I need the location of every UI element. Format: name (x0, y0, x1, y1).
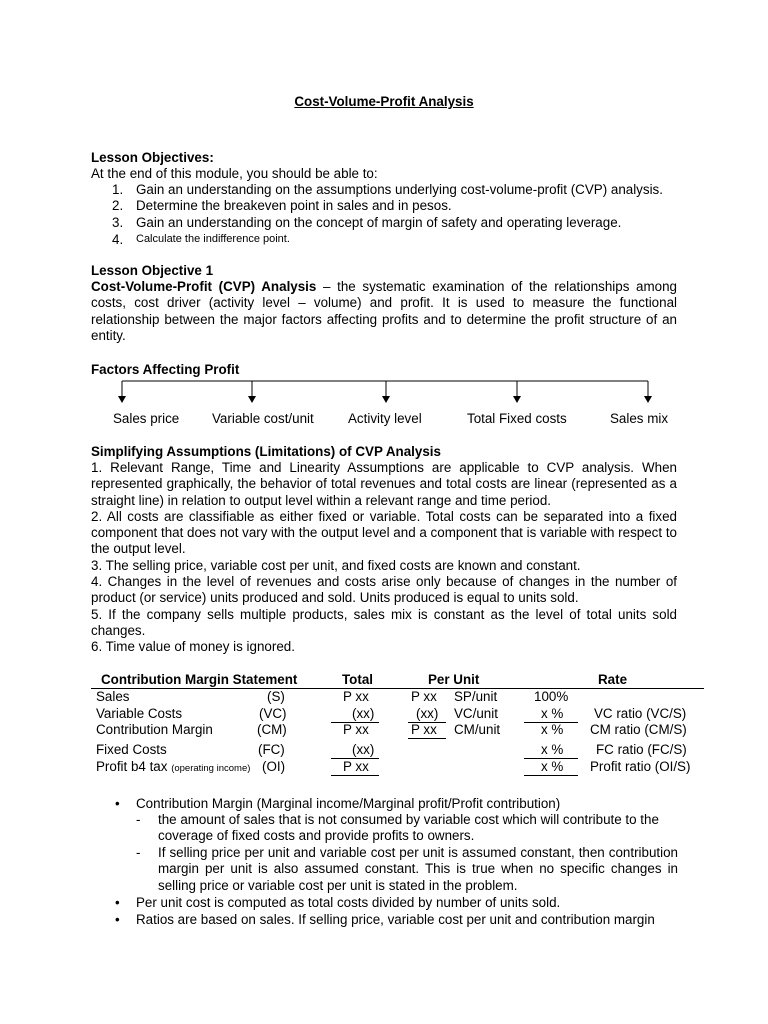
objective-item (112, 232, 290, 247)
profit-label: Profit b4 tax (96, 759, 168, 774)
arrow-down-icon (644, 381, 652, 403)
rate-double-rule (524, 775, 578, 776)
assumptions-heading: Simplifying Assumptions (Limitations) of CVP Analysis (91, 444, 441, 459)
objective1-heading: Lesson Objective 1 (91, 263, 214, 278)
header-rule (91, 688, 704, 689)
assumption-item: 3. The selling price, variable cost per unit, and fixed costs are known and constant. (91, 557, 581, 573)
arrow-down-icon (382, 381, 390, 403)
row-rate: x % (541, 722, 564, 737)
objective-number: 1. (112, 182, 124, 197)
row-total: P xx (343, 759, 369, 774)
total-double-rule (331, 775, 379, 776)
assumptions-list (91, 460, 677, 656)
row-per-unit-value: (xx) (416, 706, 439, 721)
dash-icon: - (136, 845, 141, 860)
row-abbr: (OI) (262, 759, 286, 774)
row-rate: 100% (534, 689, 569, 704)
row-abbr: (S) (267, 689, 285, 704)
objective-text: Calculate the indifference point. (136, 233, 290, 245)
objective-number: 4. (112, 232, 124, 247)
total-header: Total (342, 672, 373, 687)
page-title: Cost-Volume-Profit Analysis (294, 94, 474, 109)
operating-income-note: (operating income) (171, 763, 251, 774)
cm-sub2-text: If selling price per unit and variable cost per unit is assumed constant, then contribution margin per unit is also assumed constant. This is true when no specific changes in selling price or variable cost per unit is stated in the problem. (158, 845, 678, 893)
objective-number: 3. (112, 215, 124, 230)
row-per-unit-name: VC/unit (454, 706, 498, 721)
assumption-item: 4. Changes in the level of revenues and costs arise only because of changes in the number of product (or service) units produced and sold. Units produced is equal to units sold. (91, 574, 677, 606)
cvp-definition (91, 279, 677, 344)
cm-statement-header: Contribution Margin Statement (101, 672, 298, 687)
row-total: (xx) (352, 742, 375, 757)
arrow-down-icon (513, 381, 521, 403)
row-label-profit (96, 759, 250, 774)
dash-icon: - (136, 812, 141, 827)
objectives-intro: At the end of this module, you should be able to: (91, 166, 378, 181)
assumption-item: 5. If the company sells multiple products, sales mix is constant as the level of total units sold changes. (91, 606, 677, 638)
objective-text: Gain an understanding on the assumptions underlying cost-volume-profit (CVP) analysis. (136, 182, 663, 197)
row-per-unit-name: SP/unit (454, 689, 498, 704)
row-abbr: (FC) (258, 742, 285, 757)
row-abbr: (VC) (259, 706, 287, 721)
row-label-fixed-costs: Fixed Costs (96, 742, 167, 757)
bullet-icon: • (115, 912, 120, 927)
rate-header: Rate (598, 672, 628, 687)
row-rate: x % (541, 706, 564, 721)
row-per-unit-value: P xx (411, 689, 437, 704)
cm-sub1-text: the amount of sales that is not consumed by variable cost which will contribute to the coverage of fixed costs and provide profits to owners. (158, 812, 659, 844)
bullet-icon: • (115, 895, 120, 910)
cvp-term: Cost-Volume-Profit (CVP) Analysis (91, 279, 317, 294)
row-total: P xx (343, 689, 369, 704)
factor-activity-level: Activity level (348, 411, 422, 426)
objective-number: 2. (112, 198, 124, 213)
per-unit-header: Per Unit (428, 672, 480, 687)
objective-item (112, 182, 663, 197)
cvp-definition-text: – the systematic examination of the relationships among costs, cost driver (activity level – volume) and profit. It is used to measure the functional relationship between the major factors affecting profits and to determine the profit structure of an entity. (91, 279, 678, 343)
factor-fixed-costs: Total Fixed costs (467, 411, 567, 426)
row-ratio: CM ratio (CM/S) (590, 722, 687, 737)
assumption-item: 2. All costs are classifiable as either fixed or variable. Total costs can be separated into a fixed component that does not vary with the output level and a component that is variable with respect to the output level. (91, 508, 677, 557)
per-unit-total-rule (408, 738, 446, 739)
arrow-down-icon (118, 381, 126, 403)
per-unit-bullet-text: Per unit cost is computed as total costs divided by number of units sold. (136, 895, 561, 910)
objective-text: Determine the breakeven point in sales and in pesos. (136, 198, 452, 213)
objective-item (112, 215, 622, 230)
factors-arrow-diagram (0, 378, 768, 408)
assumption-item: 1. Relevant Range, Time and Linearity Assumptions are applicable to CVP analysis. When represented graphically, the behavior of total revenues and total costs are linear (represented as a straight line) in relation to output level within a relevant range and time period. (91, 460, 677, 508)
row-per-unit-value: P xx (411, 722, 437, 737)
bullet-icon: • (115, 796, 120, 811)
row-label-sales: Sales (96, 689, 130, 704)
objective-item (112, 198, 452, 213)
row-ratio: VC ratio (VC/S) (594, 706, 687, 721)
row-label-variable-costs: Variable Costs (96, 706, 183, 721)
objective-text: Gain an understanding on the concept of margin of safety and operating leverage. (136, 215, 622, 230)
row-label-contribution-margin: Contribution Margin (96, 722, 213, 737)
objectives-heading: Lesson Objectives: (91, 150, 214, 165)
row-abbr: (CM) (257, 722, 287, 737)
factor-variable-cost: Variable cost/unit (212, 411, 314, 426)
factor-sales-mix: Sales mix (610, 411, 669, 426)
arrow-down-icon (248, 381, 256, 403)
row-total: P xx (343, 722, 369, 737)
ratios-bullet-text: Ratios are based on sales. If selling price, variable cost per unit and contribution margin (136, 912, 655, 927)
row-rate: x % (541, 759, 564, 774)
row-total: (xx) (352, 706, 375, 721)
factor-sales-price: Sales price (113, 411, 180, 426)
row-ratio: FC ratio (FC/S) (596, 742, 687, 757)
cm-bullet-text: Contribution Margin (Marginal income/Marginal profit/Profit contribution) (136, 796, 561, 811)
row-per-unit-name: CM/unit (454, 722, 501, 737)
row-ratio: Profit ratio (OI/S) (590, 759, 691, 774)
row-rate: x % (541, 742, 564, 757)
factors-heading: Factors Affecting Profit (91, 362, 240, 377)
assumption-item: 6. Time value of money is ignored. (91, 639, 295, 655)
